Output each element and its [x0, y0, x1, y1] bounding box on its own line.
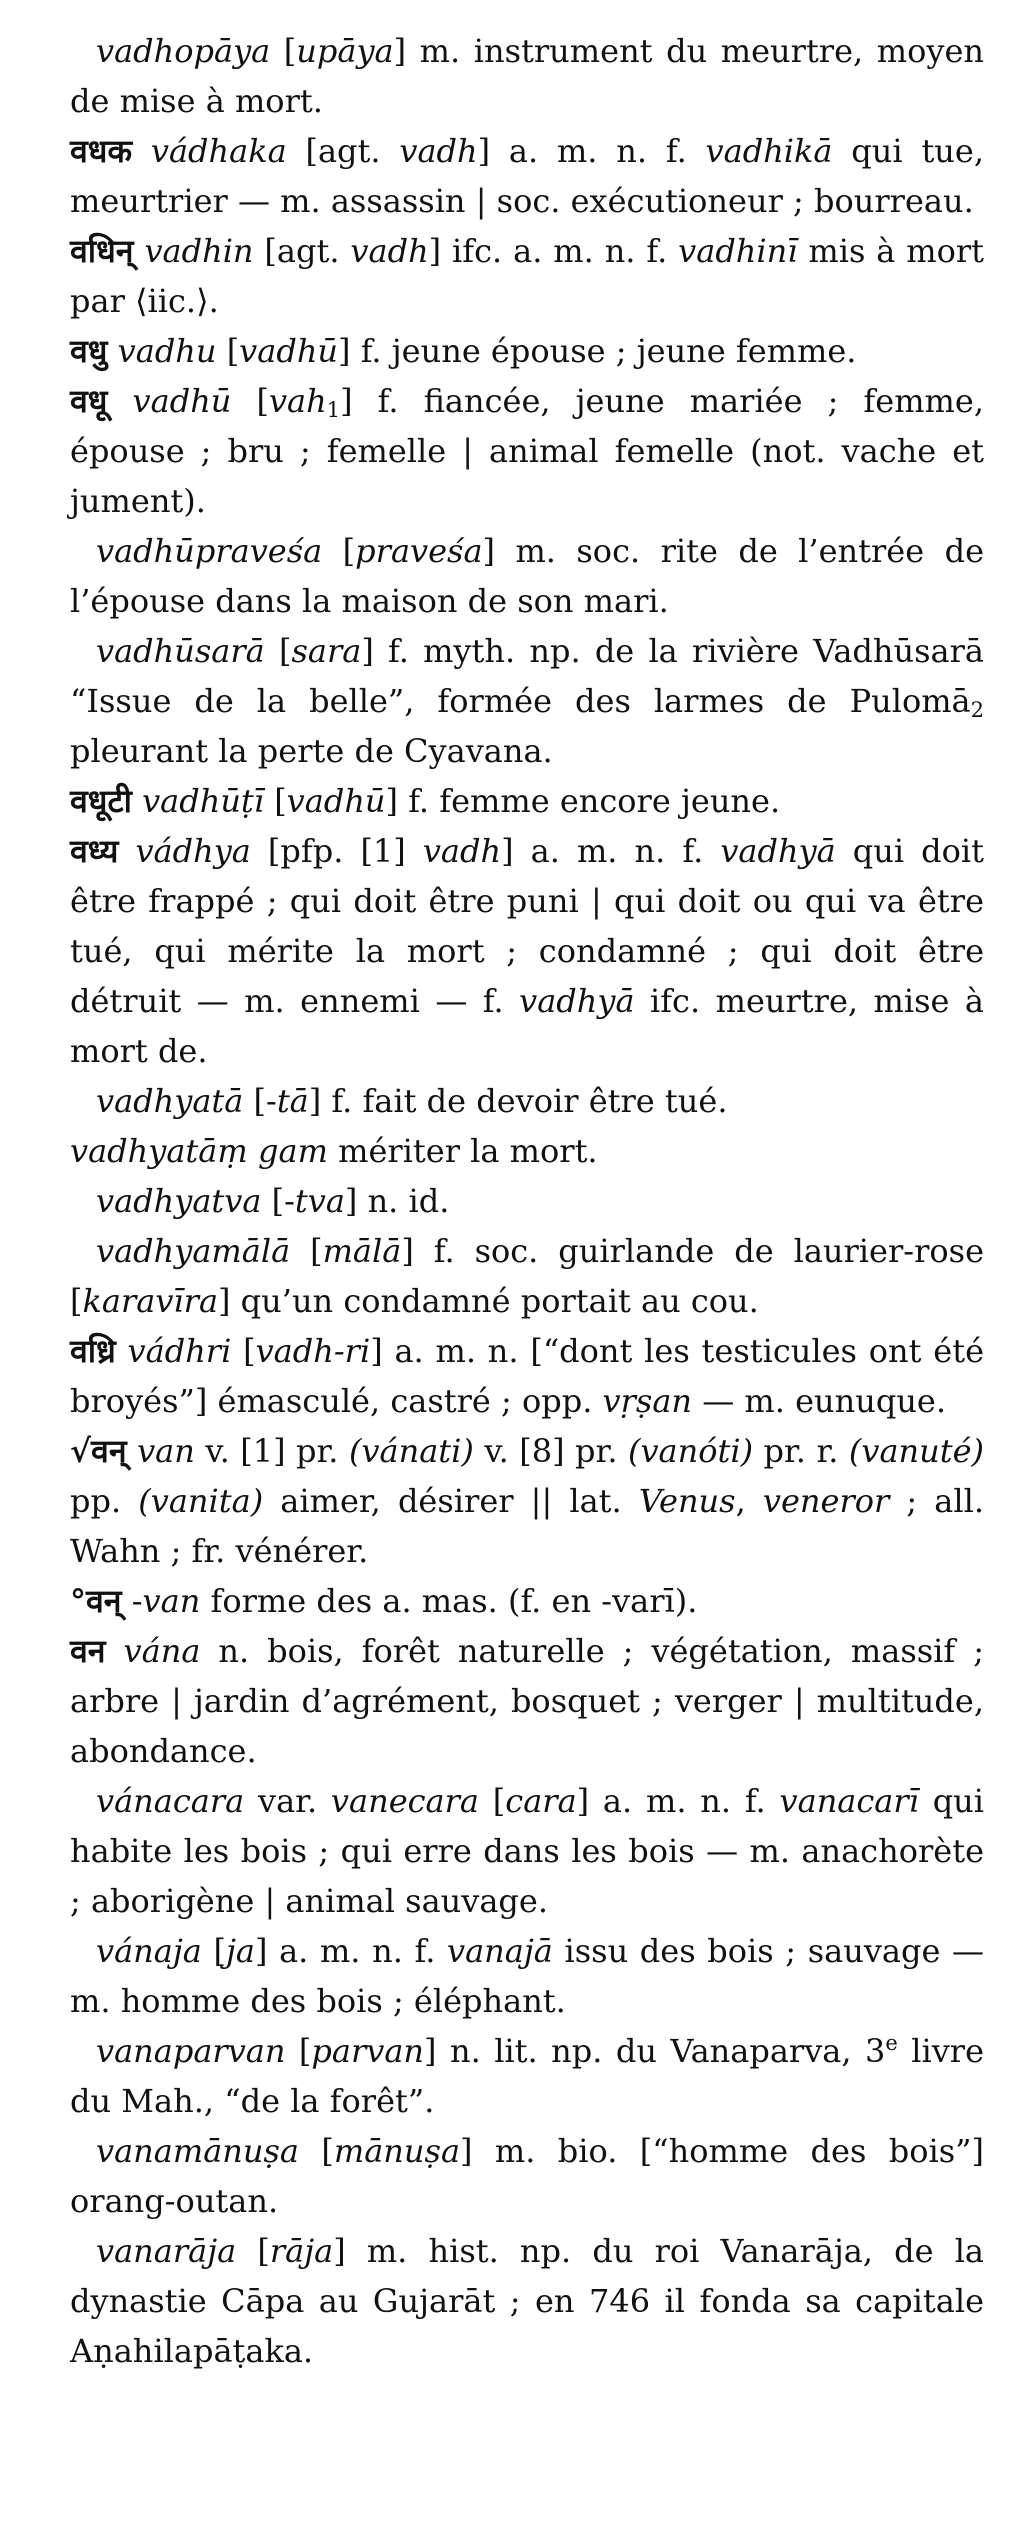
dictionary-subentry	[70, 626, 984, 776]
entry-text: ] a. m. n. f.	[501, 832, 721, 870]
entry-italic: vadhyā	[519, 982, 635, 1020]
entry-italic: vánacara	[96, 1782, 245, 1820]
entry-italic: (vanuté)	[848, 1432, 985, 1470]
dictionary-subentry	[70, 2226, 984, 2376]
entry-italic: vadhinī	[678, 232, 798, 270]
headword-devanagari: वधक	[70, 132, 133, 170]
entry-text: ] qu’un condamné portait au cou.	[218, 1282, 759, 1320]
entry-text: ] n. lit. np. du Vanaparva, 3	[424, 2032, 886, 2070]
entry-italic: vanecara	[330, 1782, 479, 1820]
entry-text: [	[322, 532, 356, 570]
entry-text: [agt.	[286, 132, 400, 170]
entry-text: [	[270, 32, 297, 70]
headword-devanagari: वन	[70, 1632, 106, 1670]
entry-italic: vádhri	[127, 1332, 232, 1370]
entry-italic: vadhikā	[705, 132, 833, 170]
entry-italic: vadhū	[132, 382, 232, 420]
entry-italic: vánaja	[96, 1932, 202, 1970]
entry-text	[132, 132, 151, 170]
entry-text: [	[236, 2232, 270, 2270]
entry-italic: vádhya	[135, 832, 251, 870]
entry-italic: vadh	[422, 832, 502, 870]
entry-italic: vádhaka	[150, 132, 287, 170]
superscript: e	[885, 2031, 898, 2055]
entry-text: [	[216, 332, 240, 370]
entry-text: ] m. soc. rite de l’entrée de l’épouse dans la maison de son mari.	[70, 532, 985, 620]
entry-text: ] f. femme encore jeune.	[385, 782, 781, 820]
entry-text	[106, 1632, 124, 1670]
entry-text: [	[231, 382, 269, 420]
entry-text: ] ifc. a. m. n. f.	[428, 232, 679, 270]
dictionary-entry	[70, 226, 984, 326]
entry-text: ] a. m. n. f.	[477, 132, 706, 170]
entry-italic: vadhū	[239, 332, 339, 370]
entry-text: forme des a. mas. (f. en -varī).	[200, 1582, 698, 1620]
entry-text: — m. eunuque.	[692, 1382, 947, 1420]
entry-text: qui tue, meurtrier — m. assassin | soc. exécutioneur ; bourreau.	[70, 132, 985, 220]
entry-text	[116, 1332, 128, 1370]
entry-text	[132, 782, 142, 820]
entry-italic: Venus	[638, 1482, 736, 1520]
entry-text: ] f. fiancée, jeune mariée ; femme, épouse ; bru ; femelle | animal femelle (not. vache et jument).	[70, 382, 985, 520]
entry-text	[107, 382, 132, 420]
entry-italic: parvan	[311, 2032, 425, 2070]
entry-italic: vadhūsarā	[96, 632, 265, 670]
entry-italic: (vanita)	[138, 1482, 264, 1520]
entry-italic: vadhyā	[720, 832, 836, 870]
entry-text: qui habite les bois ; qui erre dans les bois — m. anachorète ; aborigène | animal sauvage.	[70, 1782, 985, 1920]
entry-italic: vadhū	[286, 782, 386, 820]
entry-italic: (vánati)	[348, 1432, 474, 1470]
entry-text: mériter la mort.	[327, 1132, 598, 1170]
dictionary-entry	[70, 326, 984, 376]
entry-text	[118, 832, 135, 870]
entry-text: ] m. instrument du meurtre, moyen de mise à mort.	[70, 32, 985, 120]
entry-text: pr. r.	[753, 1432, 849, 1470]
entry-italic: vanajā	[447, 1932, 553, 1970]
entry-text: v. [1] pr.	[194, 1432, 349, 1470]
dictionary-entry	[70, 1126, 984, 1176]
entry-text: [	[290, 1232, 323, 1270]
entry-text	[134, 232, 145, 270]
entry-text: pleurant la perte de Cyavana.	[70, 732, 553, 770]
headword-devanagari: वधूटी	[70, 782, 132, 820]
headword-devanagari: वधिन्	[70, 232, 134, 270]
entry-italic: vadhūṭī	[142, 782, 265, 820]
entry-text: ] m. hist. np. du roi Vanarāja, de la dynastie Cāpa au Gujarāt ; en 746 il fonda sa capitale Aṇahilapāṭaka.	[70, 2232, 985, 2370]
entry-italic: praveśa	[355, 532, 483, 570]
entry-italic: vanarāja	[96, 2232, 237, 2270]
entry-italic: rāja	[269, 2232, 334, 2270]
entry-text	[127, 1432, 137, 1470]
entry-text: n. bois, forêt naturelle ; végétation, massif ; arbre | jardin d’agrément, bosquet ; verger | multitude, abondance.	[70, 1632, 985, 1770]
entry-text: ] f. myth. np. de la rivière Vadhūsarā “Issue de la belle”, formée des larmes de Pulomā	[70, 632, 985, 720]
entry-text: ; all. Wahn ; fr. vénérer.	[70, 1482, 985, 1570]
entry-text: [	[231, 1332, 256, 1370]
entry-italic: veneror	[762, 1482, 890, 1520]
entry-italic: vadhyamālā	[96, 1232, 291, 1270]
entry-text: ] a. m. n. [“dont les testicules ont été broyés”] émasculé, castré ; opp.	[70, 1332, 985, 1420]
dictionary-subentry	[70, 26, 984, 126]
entry-italic: vadhūpraveśa	[96, 532, 323, 570]
entry-text: [	[479, 1782, 506, 1820]
entry-italic: vadh	[350, 232, 429, 270]
entry-text: [	[201, 1932, 226, 1970]
entry-italic: karavīra	[82, 1282, 219, 1320]
entry-text: [	[264, 632, 292, 670]
dictionary-subentry	[70, 1926, 984, 2026]
entry-italic: tva	[294, 1182, 345, 1220]
entry-text: ] f. fait de devoir être tué.	[308, 1082, 728, 1120]
entry-text: var.	[244, 1782, 331, 1820]
entry-text: ] m. bio. [“homme des bois”] orang-outan.	[70, 2132, 985, 2220]
entry-italic: sara	[291, 632, 362, 670]
entry-text: qui doit être frappé ; qui doit être puni | qui doit ou qui va être tué, qui mérite la mort ; condamné ; qui doit être détruit — m. ennemi — f.	[70, 832, 985, 1020]
entry-text: mis à mort par ⟨iic.⟩.	[70, 232, 985, 320]
entry-text: [agt.	[253, 232, 351, 270]
entry-text: [	[298, 2132, 334, 2170]
entry-italic: ja	[225, 1932, 255, 1970]
entry-italic: tā	[276, 1082, 309, 1120]
entry-italic: vadhyatāṃ gam	[70, 1132, 328, 1170]
dictionary-entry	[70, 126, 984, 226]
dictionary-entry	[70, 1576, 984, 1626]
entry-text: ] n. id.	[344, 1182, 450, 1220]
entry-text: issu des bois ; sauvage — m. homme des bois ; éléphant.	[70, 1932, 985, 2020]
entry-italic: vadhopāya	[96, 32, 271, 70]
dictionary-subentry	[70, 2126, 984, 2226]
entry-text: [-	[243, 1082, 277, 1120]
dictionary-entry	[70, 826, 984, 1076]
entry-italic: mānuṣa	[333, 2132, 461, 2170]
headword-devanagari: वध्रि	[70, 1332, 116, 1370]
entry-italic: vah	[268, 382, 327, 420]
dictionary-subentry	[70, 1176, 984, 1226]
dictionary-entry	[70, 376, 984, 526]
entry-text: [	[264, 782, 287, 820]
headword-devanagari: √वन्	[70, 1432, 127, 1470]
entry-italic: vána	[123, 1632, 201, 1670]
entry-italic: vṛṣan	[602, 1382, 693, 1420]
entry-text: ] f. soc. guirlande de laurier-rose [	[70, 1232, 985, 1320]
entry-text: ,	[735, 1482, 763, 1520]
dictionary-entry	[70, 1426, 984, 1576]
dictionary-subentry	[70, 2026, 984, 2126]
entry-italic: mālā	[322, 1232, 402, 1270]
entry-text: -	[121, 1582, 143, 1620]
entry-italic: vanaparvan	[96, 2032, 286, 2070]
entry-italic: vadhu	[117, 332, 217, 370]
entry-italic: van	[137, 1432, 195, 1470]
entry-text: [pfp. [1]	[250, 832, 423, 870]
entry-italic: vadhin	[144, 232, 254, 270]
entry-italic: van	[142, 1582, 201, 1620]
dictionary-subentry	[70, 1776, 984, 1926]
entry-text: ] a. m. n. f.	[254, 1932, 448, 1970]
subscript: 2	[970, 698, 984, 722]
entry-italic: cara	[505, 1782, 577, 1820]
entry-italic: (vanóti)	[627, 1432, 754, 1470]
entry-text: livre du Mah., “de la forêt”.	[70, 2032, 985, 2120]
entry-text: ] a. m. n. f.	[576, 1782, 780, 1820]
entry-text: ifc. meurtre, mise à mort de.	[70, 982, 984, 1070]
dictionary-entry	[70, 1326, 984, 1426]
entry-text: [-	[261, 1182, 295, 1220]
entry-text: aimer, désirer || lat.	[263, 1482, 639, 1520]
dictionary-subentry	[70, 1076, 984, 1126]
subscript: 1	[326, 398, 341, 422]
entry-italic: upāya	[296, 32, 394, 70]
entry-italic: vanacarī	[779, 1782, 919, 1820]
dictionary-entry	[70, 776, 984, 826]
entry-italic: vadhyatva	[96, 1182, 262, 1220]
headword-devanagari: वधू	[70, 382, 108, 420]
headword-devanagari: वधु	[70, 332, 108, 370]
headword-devanagari: °वन्	[70, 1582, 122, 1620]
entry-text: [	[285, 2032, 312, 2070]
dictionary-subentry	[70, 1226, 984, 1326]
entry-italic: vadh	[399, 132, 478, 170]
dictionary-subentry	[70, 526, 984, 626]
entry-text: pp.	[70, 1482, 139, 1520]
entry-italic: vanamānuṣa	[96, 2132, 299, 2170]
entry-text	[107, 332, 117, 370]
headword-devanagari: वध्य	[70, 832, 119, 870]
entry-italic: vadhyatā	[96, 1082, 244, 1120]
entry-italic: vadh-ri	[255, 1332, 371, 1370]
dictionary-entry	[70, 1626, 984, 1776]
entry-text: v. [8] pr.	[473, 1432, 628, 1470]
entry-text: ] f. jeune épouse ; jeune femme.	[338, 332, 857, 370]
